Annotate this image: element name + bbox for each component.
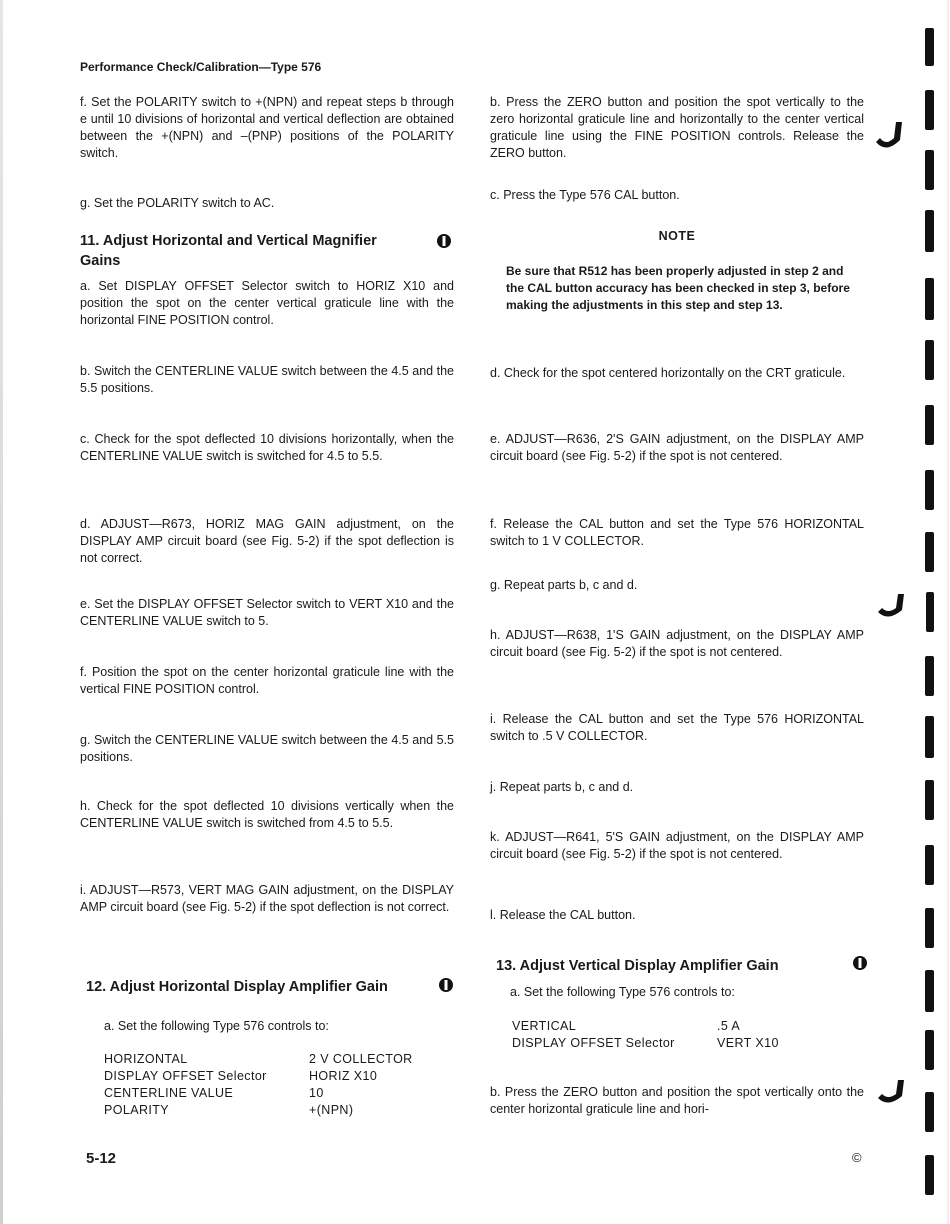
step-12l-text: l. Release the CAL button. <box>490 908 636 922</box>
page-header: Performance Check/Calibration—Type 576 <box>80 60 322 74</box>
copyright-symbol: © <box>852 1150 862 1165</box>
step-12g-text: g. Repeat parts b, c and d. <box>490 578 638 592</box>
table-row <box>104 1102 413 1119</box>
step-12a-text: a. Set the following Type 576 controls to: <box>104 1019 329 1033</box>
binder-hook-icon <box>874 1076 908 1112</box>
step-13a-text: a. Set the following Type 576 controls to: <box>510 985 735 999</box>
step-11b-text: b. Switch the CENTERLINE VALUE switch between the 4.5 and the 5.5 positions. <box>80 364 454 395</box>
step-10g-text: g. Set the POLARITY switch to AC. <box>80 196 275 210</box>
section-13-heading: 13. Adjust Vertical Display Amplifier Gain <box>496 958 779 974</box>
step-12k-text: k. ADJUST—R641, 5'S GAIN adjustment, on the DISPLAY AMP circuit board (see Fig. 5-2) if the spot is not centered. <box>490 830 864 861</box>
step-11g-text: g. Switch the CENTERLINE VALUE switch between the 4.5 and 5.5 positions. <box>80 733 454 764</box>
step-12h-text: h. ADJUST—R638, 1'S GAIN adjustment, on the DISPLAY AMP circuit board (see Fig. 5-2) if the spot is not centered. <box>490 628 864 659</box>
step-11i-text: i. ADJUST—R573, VERT MAG GAIN adjustment, on the DISPLAY AMP circuit board (see Fig. 5-2) if the spot deflection is not correct. <box>80 883 454 914</box>
control-value: 10 <box>309 1086 324 1100</box>
adjustment-marker-icon <box>436 233 452 249</box>
note-body: Be sure that R512 has been properly adjusted in step 2 and the CAL button accuracy has been checked in step 3, before making the adjustments in this step and step 13. <box>506 264 850 312</box>
table-row <box>512 1035 779 1052</box>
note-title: NOTE <box>658 229 696 243</box>
binder-edge-marks-icon <box>918 0 950 1224</box>
step-12f-text: f. Release the CAL button and set the Type 576 HORIZONTAL switch to 1 V COLLECTOR. <box>490 517 864 548</box>
step-12c-text: c. Press the Type 576 CAL button. <box>490 188 680 202</box>
control-value: HORIZ X10 <box>309 1069 378 1083</box>
step-13b-text: b. Press the ZERO button and position the spot vertically onto the center horizontal graticule line and hori- <box>490 1085 864 1116</box>
step-11h-text: h. Check for the spot deflected 10 divisions vertically when the CENTERLINE VALUE switch is switched from 4.5 to 5.5. <box>80 799 454 830</box>
adjustment-marker-icon <box>438 977 454 993</box>
step-12j-text: j. Repeat parts b, c and d. <box>490 780 634 794</box>
control-name: DISPLAY OFFSET Selector <box>104 1069 267 1083</box>
controls-table-13 <box>512 1018 779 1052</box>
control-name: CENTERLINE VALUE <box>104 1086 234 1100</box>
control-name: VERTICAL <box>512 1019 577 1033</box>
controls-table-12 <box>104 1051 413 1119</box>
table-row <box>104 1085 413 1102</box>
step-11f-text: f. Position the spot on the center horizontal graticule line with the vertical FINE POSITION control. <box>80 665 454 696</box>
scan-left-edge <box>0 0 3 1224</box>
step-12i-text: i. Release the CAL button and set the Type 576 HORIZONTAL switch to .5 V COLLECTOR. <box>490 712 864 743</box>
step-10f-text: f. Set the POLARITY switch to +(NPN) and repeat steps b through e until 10 divisions of horizontal and vertical deflection are obtained between the +(NPN) and –(PNP) positions of the POLARITY switch. <box>80 95 454 160</box>
section-11-heading: 11. Adjust Horizontal and Vertical Magnifier Gains <box>80 233 377 269</box>
step-11c-text: c. Check for the spot deflected 10 divisions horizontally, when the CENTERLINE VALUE switch is switched for 4.5 to 5.5. <box>80 432 454 463</box>
control-name: HORIZONTAL <box>104 1052 188 1066</box>
binder-hook-icon <box>872 118 906 158</box>
step-11d-text: d. ADJUST—R673, HORIZ MAG GAIN adjustment, on the DISPLAY AMP circuit board (see Fig. 5-2) if the spot deflection is not correct. <box>80 517 454 565</box>
binder-hook-icon <box>874 590 908 626</box>
step-11e-text: e. Set the DISPLAY OFFSET Selector switch to VERT X10 and the CENTERLINE VALUE switch to 5. <box>80 597 454 628</box>
step-12d-text: d. Check for the spot centered horizontally on the CRT graticule. <box>490 366 846 380</box>
step-11a-text: a. Set DISPLAY OFFSET Selector switch to HORIZ X10 and position the spot on the center vertical graticule line with the horizontal FINE POSITION control. <box>80 279 454 327</box>
section-12-heading: 12. Adjust Horizontal Display Amplifier Gain <box>86 979 388 995</box>
table-row <box>512 1018 779 1035</box>
table-row <box>104 1068 413 1085</box>
control-value: .5 A <box>717 1019 741 1033</box>
control-value: VERT X10 <box>717 1036 779 1050</box>
control-value: +(NPN) <box>309 1103 354 1117</box>
page-number: 5-12 <box>86 1150 117 1167</box>
control-value: 2 V COLLECTOR <box>309 1052 413 1066</box>
step-12b-text: b. Press the ZERO button and position the spot vertically to the zero horizontal graticule line and horizontally to the center vertical graticule line using the FINE POSITION controls. Release the ZERO button. <box>490 95 864 160</box>
table-row <box>104 1051 413 1068</box>
adjustment-marker-icon <box>852 955 868 971</box>
control-name: DISPLAY OFFSET Selector <box>512 1036 675 1050</box>
step-12e-text: e. ADJUST—R636, 2'S GAIN adjustment, on the DISPLAY AMP circuit board (see Fig. 5-2) if the spot is not centered. <box>490 432 864 463</box>
control-name: POLARITY <box>104 1103 170 1117</box>
